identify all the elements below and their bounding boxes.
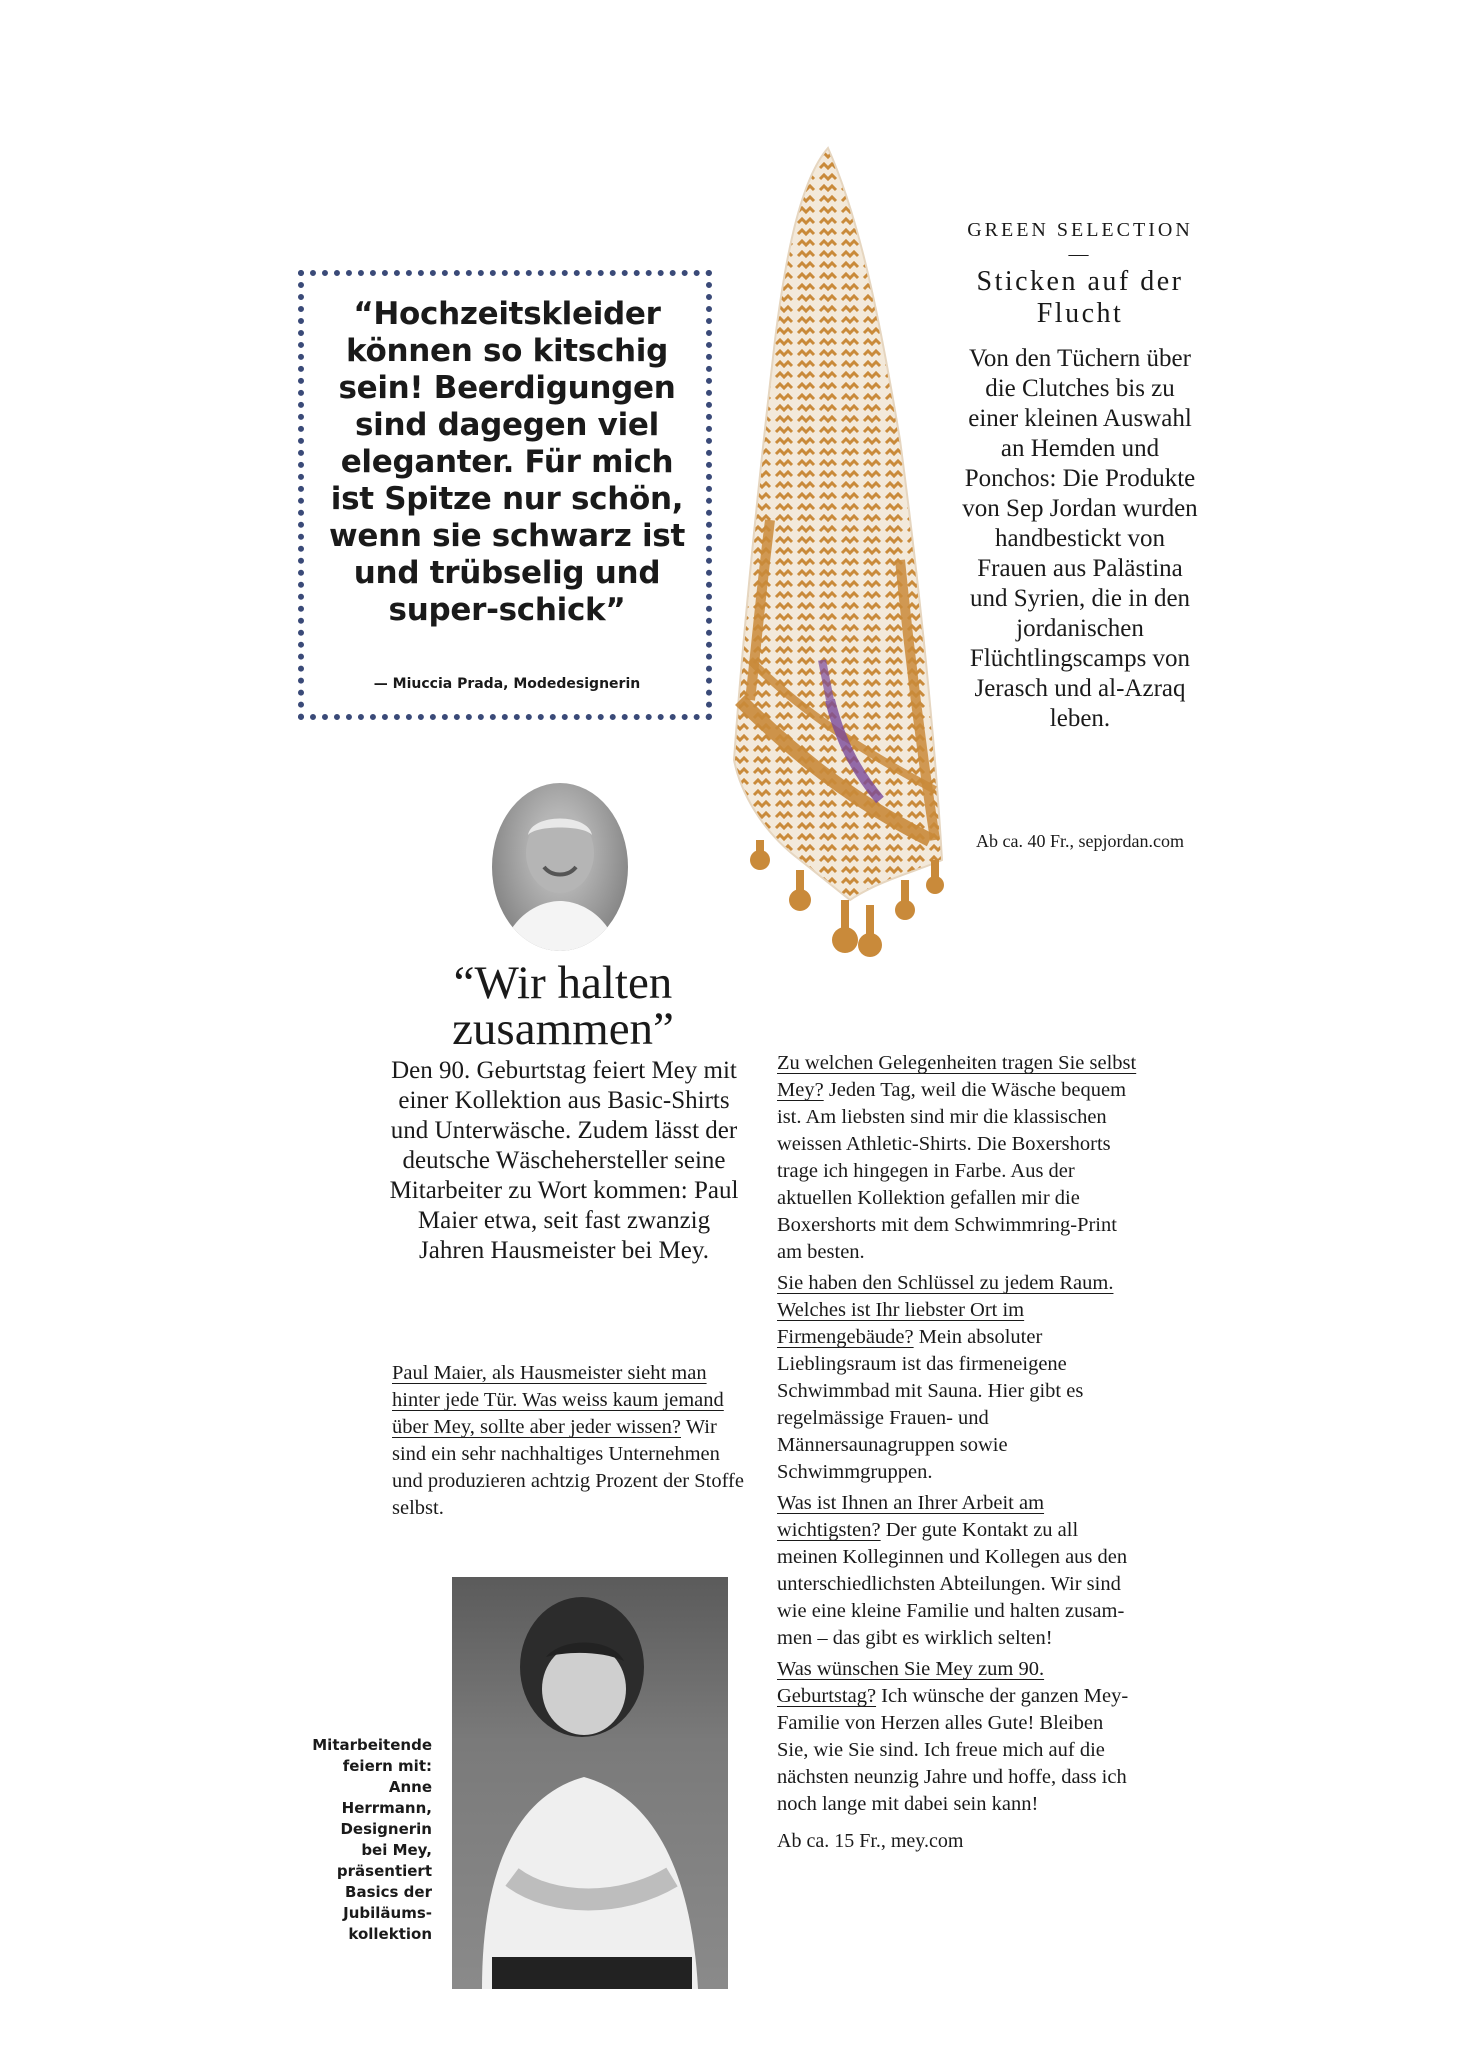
green-selection-price: Ab ca. 40 Fr., sepjordan.com [976,831,1184,851]
qa-item [777,1490,1137,1652]
interview-question: Sie haben den Schlüssel zu jedem Raum. Welches ist Ihr liebster Ort im Firmengebäude? [777,1272,1114,1348]
pull-quote-attribution: — Miuccia Prada, Modedesignerin [373,676,641,692]
interview-answer: Ich wünsche der ganzen Mey-Familie von Herzen alles Gute! Bleiben Sie, wie Sie sind. Ich freue mich auf die nächsten neunzig Jahre und hoffe, dass ich noch lange mit dabei sein kann! [777,1685,1129,1815]
green-selection-kicker: GREEN SELECTION — [967,219,1193,265]
interview-question: Paul Maier, als Hausmeister sieht man hinter jede Tür. Was weiss kaum jemand über Mey, sollte aber jeder wissen? [392,1362,724,1438]
interview-answer: Wir sind ein sehr nachhaltiges Unternehmen und produzieren achtzig Prozent der Stoffe selbst. [392,1416,744,1519]
photo-caption: Mitarbeitende feiern mit: Anne Herrmann, Designerin bei Mey, präsentiert Basics der Jubiläumskollektion [312,1736,432,1943]
qa-item [777,1270,1137,1486]
interview-question: Was wünschen Sie Mey zum 90. Geburtstag? [777,1658,1045,1707]
green-selection-body: Von den Tüchern über die Clutches bis zu einer kleinen Auswahl an Hemden und Ponchos: Die Produkte von Sep Jordan wurden handbestickt von Frauen aus Palästina und Syrien, die in den jordanischen Flüchtlingscamps von Jerasch und al-Azraq leben. [962,345,1198,732]
scarf-product-image [730,140,980,980]
interview-question: Zu welchen Gelegenheiten tragen Sie selbst Mey? [777,1052,1137,1101]
interview-answer: Jeden Tag, weil die Wäsche bequem ist. Am liebsten sind mir die klassischen weissen Athletic-Shirts. Die Boxershorts trage ich hingegen in Farbe. Aus der aktuellen Kollektion gefallen mir die Boxershorts mit dem Schwimmring-Print am besten. [777,1079,1127,1263]
pull-quote-text: “Hochzeitskleider können so kitschig sein! Beerdigungen sind dagegen viel eleganter. Für mich ist Spitze nur schön, wenn sie schwarz ist und trübselig und super-schick” [329,296,685,628]
interview-answer: Der gute Kontakt zu all meinen Kolleginnen und Kollegen aus den unterschiedlichsten Abteilungen. Wir sind wie eine kleine Familie und halten zusammen – das gibt es wirklich selten! [777,1519,1128,1649]
qa-item [777,1656,1137,1818]
interview-question: Was ist Ihnen an Ihrer Arbeit am wichtigsten? [777,1492,1045,1541]
interview-headline: “Wir halten zusammen” [452,957,674,1055]
qa-item [392,1360,744,1522]
green-selection-title: Sticken auf der Flucht [976,266,1184,329]
interview-column-left [392,1360,744,1522]
interview-column-right [777,1050,1137,1855]
interview-answer: Mein absoluter Lieblingsraum ist das firmeneigene Schwimmbad mit Sauna. Hier gibt es regelmässige Frauen- und Männersaunagruppen sowie Schwimmgruppen. [777,1326,1084,1483]
portrait-paul-maier [492,783,628,951]
interview-lead: Den 90. Geburtstag feiert Mey mit einer Kollektion aus Basic-Shirts und Unterwäsche. Zudem lässt der deutsche Wäschehersteller seine Mitarbeiter zu Wort kommen: Paul Maier etwa, seit fast zwanzig Jahren Hausmeister bei Mey. [389,1057,739,1264]
interview-price: Ab ca. 15 Fr., mey.com [777,1830,964,1852]
qa-item [777,1050,1137,1266]
designer-photo [452,1577,728,1989]
